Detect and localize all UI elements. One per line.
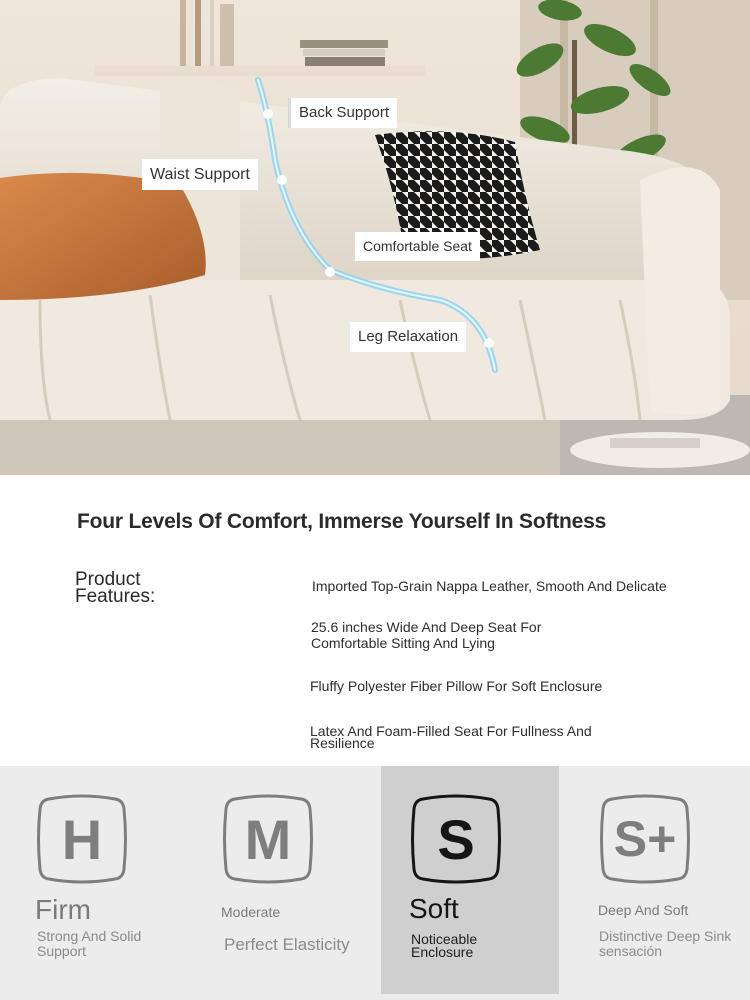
- level-soft[interactable]: [381, 766, 559, 994]
- level-name: Moderate: [221, 904, 281, 920]
- feature-item: Latex And Foam-Filled Seat For Fullness And Resilience: [310, 723, 592, 751]
- callout-waist-support: Waist Support: [142, 159, 258, 190]
- level-deep-soft[interactable]: [559, 766, 750, 994]
- firmness-s-plus-icon: S+: [600, 794, 690, 884]
- level-name: Firm: [35, 894, 91, 925]
- firmness-m-icon: M: [223, 794, 313, 884]
- section-headline: Four Levels Of Comfort, Immerse Yourself In Softness: [77, 510, 607, 533]
- hero-image: [0, 0, 750, 475]
- product-features-label: Product Features:: [75, 569, 156, 607]
- level-description: Strong And Solid Support: [37, 928, 142, 959]
- level-moderate[interactable]: [190, 766, 381, 994]
- comfort-levels-panel: [0, 766, 750, 1000]
- callout-leg-relaxation: Leg Relaxation: [350, 322, 466, 352]
- feature-item: Fluffy Polyester Fiber Pillow For Soft Enclosure: [310, 678, 603, 694]
- level-description: Noticeable Enclosure: [411, 931, 478, 960]
- callout-comfortable-seat: Comfortable Seat: [355, 232, 480, 261]
- level-description: Perfect Elasticity: [224, 935, 350, 954]
- level-name: Deep And Soft: [598, 902, 689, 918]
- level-firm[interactable]: [0, 766, 190, 994]
- firmness-s-icon: S: [411, 794, 501, 884]
- level-name: Soft: [409, 893, 459, 924]
- firmness-h-icon: H: [37, 794, 127, 884]
- feature-item: 25.6 inches Wide And Deep Seat For Comfortable Sitting And Lying: [311, 619, 542, 651]
- feature-item: Imported Top-Grain Nappa Leather, Smooth And Delicate: [312, 578, 667, 594]
- callout-back-support: Back Support: [288, 98, 397, 128]
- level-description: Distinctive Deep Sink sensación: [599, 928, 732, 959]
